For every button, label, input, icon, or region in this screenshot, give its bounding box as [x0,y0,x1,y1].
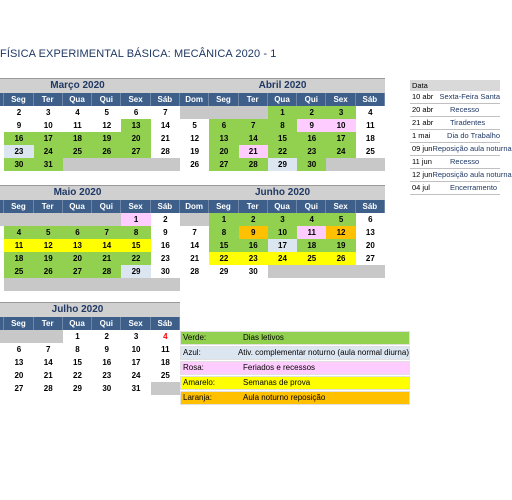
day-cell: 29 [209,265,238,278]
calendar-title: Maio 2020 [0,185,180,200]
weekday-header: Ter [239,93,268,106]
day-cell: 8 [63,343,92,356]
weekday-header: Qua [63,200,92,213]
weekday-header: Sex [121,317,150,330]
day-cell: 28 [239,158,268,171]
calendar-july [0,302,180,395]
day-cell: 1 [121,213,150,226]
day-cell: 29 [63,382,92,395]
day-cell: 13 [209,132,238,145]
legend-name: Azul: [183,348,201,357]
calendar-grid [180,93,385,171]
day-cell: 17 [326,132,355,145]
day-cell: 20 [121,132,150,145]
day-cell: 25 [63,145,92,158]
empty-cell [268,265,297,278]
day-cell: 3 [326,106,355,119]
empty-cell [92,213,121,226]
legend-name: Rosa: [183,363,204,372]
day-cell: 9 [297,119,326,132]
day-cell: 14 [92,239,121,252]
calendar-title: Abril 2020 [180,78,385,93]
weekday-header: Sex [326,200,355,213]
day-cell: 5 [326,213,355,226]
day-cell: 18 [63,132,92,145]
day-cell: 24 [34,145,63,158]
calendar-title: Março 2020 [0,78,180,93]
day-cell: 16 [4,132,33,145]
legend-desc: Ativ. complementar noturno (aula normal diurna) [237,348,409,357]
event-row [410,91,500,104]
event-text: Dia do Trabalho [447,131,500,140]
day-cell: 21 [239,145,268,158]
event-date: 12 jun [412,170,433,179]
legend-row [180,346,410,360]
day-cell: 16 [92,356,121,369]
day-cell: 3 [121,330,150,343]
weekday-header: Seg [4,93,33,106]
day-cell: 11 [356,119,385,132]
day-cell: 16 [239,239,268,252]
day-cell: 7 [34,343,63,356]
event-row [410,169,512,182]
day-cell: 13 [4,356,33,369]
weekday-header: Qui [297,200,326,213]
legend-row [180,391,410,405]
day-cell: 6 [356,213,385,226]
day-cell: 22 [268,145,297,158]
day-cell: 30 [92,382,121,395]
event-date: 04 jul [412,183,430,192]
day-cell: 6 [63,226,92,239]
calendar-title: Junho 2020 [180,185,385,200]
day-cell: 3 [34,106,63,119]
day-cell: 19 [326,239,355,252]
day-cell: 13 [63,239,92,252]
event-text: Reposição aula noturna [432,170,512,179]
weekday-header: Qui [297,93,326,106]
empty-cell [34,330,63,343]
empty-cell [4,213,33,226]
day-cell: 24 [326,145,355,158]
weekday-header: Qui [92,200,121,213]
day-cell: 27 [121,145,150,158]
day-cell: 25 [356,145,385,158]
day-cell: 14 [34,356,63,369]
day-cell: 2 [151,213,180,226]
day-cell: 10 [34,119,63,132]
day-cell: 19 [92,132,121,145]
day-cell: 18 [356,132,385,145]
day-cell: 24 [121,369,150,382]
day-cell: 23 [4,145,33,158]
day-cell: 17 [268,239,297,252]
day-cell: 24 [268,252,297,265]
day-cell: 11 [151,343,180,356]
day-cell: 21 [151,132,180,145]
day-cell: 30 [4,158,33,171]
weekday-header: Sáb [356,200,385,213]
empty-cell [356,158,385,171]
calendar-grid [0,200,180,291]
empty-cell [34,213,63,226]
empty-cell [209,106,238,119]
day-cell: 12 [180,132,209,145]
day-cell: 21 [34,369,63,382]
empty-cell [121,158,150,171]
legend-desc: Aula noturno reposição [243,393,326,402]
day-cell: 25 [297,252,326,265]
events-table [410,80,512,195]
day-cell: 16 [297,132,326,145]
day-cell: 16 [151,239,180,252]
event-row [410,143,512,156]
day-cell: 13 [121,119,150,132]
event-text: Reposição aula noturna [432,144,512,153]
events-header [410,80,500,91]
weekday-header: Ter [34,93,63,106]
day-cell: 2 [92,330,121,343]
empty-cell [180,106,209,119]
weekday-header: Sáb [356,93,385,106]
weekday-header: Dom [180,93,209,106]
day-cell: 6 [4,343,33,356]
day-cell: 6 [209,119,238,132]
empty-cell [326,158,355,171]
calendar-grid [0,317,180,395]
event-date: 10 abr [412,92,434,101]
day-cell: 10 [326,119,355,132]
legend-name: Verde: [183,333,207,342]
day-cell: 17 [121,356,150,369]
weekday-header: Sex [326,93,355,106]
day-cell: 9 [4,119,33,132]
events-header-date: Data [412,81,428,90]
day-cell: 9 [92,343,121,356]
day-cell: 15 [268,132,297,145]
empty-cell [356,265,385,278]
day-cell: 14 [239,132,268,145]
events-header-text [450,80,500,91]
day-cell: 31 [34,158,63,171]
event-row [410,130,500,143]
day-cell: 2 [4,106,33,119]
day-cell: 8 [121,226,150,239]
day-cell: 23 [151,252,180,265]
event-row [410,156,500,169]
day-cell: 9 [239,226,268,239]
event-text: Recesso [450,105,480,114]
weekday-header: Qua [63,317,92,330]
page-title: FÍSICA EXPERIMENTAL BÁSICA: MECÂNICA 2020 - 1 [0,48,277,60]
day-cell: 30 [297,158,326,171]
day-cell: 14 [180,239,209,252]
legend-desc: Dias letivos [243,333,284,342]
day-cell: 19 [34,252,63,265]
day-cell: 18 [151,356,180,369]
event-date: 09 jun [412,144,433,153]
day-cell: 22 [63,369,92,382]
day-cell: 1 [209,213,238,226]
day-cell: 22 [121,252,150,265]
calendar-april [180,78,385,171]
day-cell: 27 [356,252,385,265]
day-cell: 12 [34,239,63,252]
weekday-header: Qui [92,93,121,106]
weekday-header: Qua [63,93,92,106]
day-cell: 12 [92,119,121,132]
event-text: Encerramento [450,183,498,192]
day-cell: 26 [326,252,355,265]
day-cell: 8 [209,226,238,239]
weekday-header: Seg [209,93,238,106]
event-text: Sexta-Feira Santa [439,92,500,101]
empty-cell [92,278,121,291]
day-cell: 22 [209,252,238,265]
weekday-header: Sáb [151,93,180,106]
day-cell: 19 [180,145,209,158]
weekday-header: Sáb [151,200,180,213]
day-cell: 3 [268,213,297,226]
day-cell: 28 [151,145,180,158]
day-cell: 7 [180,226,209,239]
day-cell: 27 [209,158,238,171]
weekday-header: Sex [121,200,150,213]
weekday-header: Sáb [151,317,180,330]
empty-cell [4,278,33,291]
day-cell: 17 [34,132,63,145]
day-cell: 2 [297,106,326,119]
day-cell: 21 [180,252,209,265]
day-cell: 28 [180,265,209,278]
day-cell: 23 [239,252,268,265]
weekday-header: Seg [209,200,238,213]
empty-cell [151,158,180,171]
legend-name: Amarelo: [183,378,216,387]
day-cell: 10 [121,343,150,356]
day-cell: 4 [63,106,92,119]
empty-cell [121,278,150,291]
calendar-june [180,185,385,278]
day-cell: 15 [209,239,238,252]
day-cell: 9 [151,226,180,239]
day-cell: 10 [268,226,297,239]
calendar-title: Julho 2020 [0,302,180,317]
weekday-header: Qua [268,200,297,213]
day-cell: 11 [63,119,92,132]
day-cell: 26 [180,158,209,171]
day-cell: 20 [4,369,33,382]
weekday-header: Qua [268,93,297,106]
day-cell: 31 [121,382,150,395]
legend-row [180,376,410,390]
day-cell: 28 [92,265,121,278]
day-cell: 4 [4,226,33,239]
day-cell: 30 [151,265,180,278]
day-cell: 8 [268,119,297,132]
day-cell: 4 [297,213,326,226]
empty-cell [63,278,92,291]
event-date: 11 jun [412,157,432,166]
day-cell: 15 [121,239,150,252]
weekday-header: Dom [180,200,209,213]
event-row [410,104,500,117]
empty-cell [63,213,92,226]
weekday-header: Qui [92,317,121,330]
day-cell: 26 [92,145,121,158]
day-cell: 26 [34,265,63,278]
day-cell: 4 [163,332,168,341]
legend [180,331,410,406]
day-cell: 15 [63,356,92,369]
day-cell: 30 [239,265,268,278]
legend-desc: Semanas de prova [243,378,311,387]
legend-name: Laranja: [183,393,212,402]
legend-row [180,361,410,375]
event-date: 1 mai [412,131,431,140]
day-cell: 12 [326,226,355,239]
day-cell: 29 [121,265,150,278]
empty-cell [4,330,33,343]
empty-cell [63,158,92,171]
day-cell: 7 [151,106,180,119]
day-cell: 2 [239,213,268,226]
weekday-header: Seg [4,317,33,330]
day-cell: 27 [4,382,33,395]
day-cell: 29 [268,158,297,171]
event-date: 21 abr [412,118,434,127]
event-row [410,182,500,195]
legend-row [180,331,410,345]
day-cell: 20 [209,145,238,158]
empty-cell [297,265,326,278]
day-cell: 5 [180,119,209,132]
weekday-header: Ter [239,200,268,213]
empty-cell [151,382,180,395]
day-cell: 13 [356,226,385,239]
day-cell: 5 [34,226,63,239]
calendar-grid [0,93,180,171]
empty-cell [92,158,121,171]
calendar-may [0,185,180,291]
day-cell: 20 [63,252,92,265]
day-cell: 5 [92,106,121,119]
empty-cell [326,265,355,278]
weekday-header: Seg [4,200,33,213]
event-text: Recesso [450,157,480,166]
weekday-header: Ter [34,317,63,330]
day-cell: 11 [297,226,326,239]
day-cell: 18 [297,239,326,252]
day-cell: 25 [151,369,180,382]
event-row [410,117,500,130]
event-date: 20 abr [412,105,434,114]
day-cell: 23 [92,369,121,382]
event-text: Tiradentes [450,118,486,127]
day-cell: 7 [239,119,268,132]
empty-cell [151,278,180,291]
calendar-march [0,78,180,171]
empty-cell [34,278,63,291]
day-cell: 11 [4,239,33,252]
day-cell: 21 [92,252,121,265]
calendar-grid [180,200,385,278]
empty-cell [239,106,268,119]
day-cell: 4 [356,106,385,119]
day-cell: 28 [34,382,63,395]
weekday-header: Ter [34,200,63,213]
day-cell: 25 [4,265,33,278]
day-cell: 7 [92,226,121,239]
day-cell: 6 [121,106,150,119]
day-cell: 20 [356,239,385,252]
legend-desc: Feriados e recessos [243,363,316,372]
weekday-header: Sex [121,93,150,106]
day-cell: 18 [4,252,33,265]
day-cell: 1 [268,106,297,119]
empty-cell [180,213,209,226]
day-cell: 1 [63,330,92,343]
day-cell: 23 [297,145,326,158]
day-cell: 27 [63,265,92,278]
day-cell: 14 [151,119,180,132]
